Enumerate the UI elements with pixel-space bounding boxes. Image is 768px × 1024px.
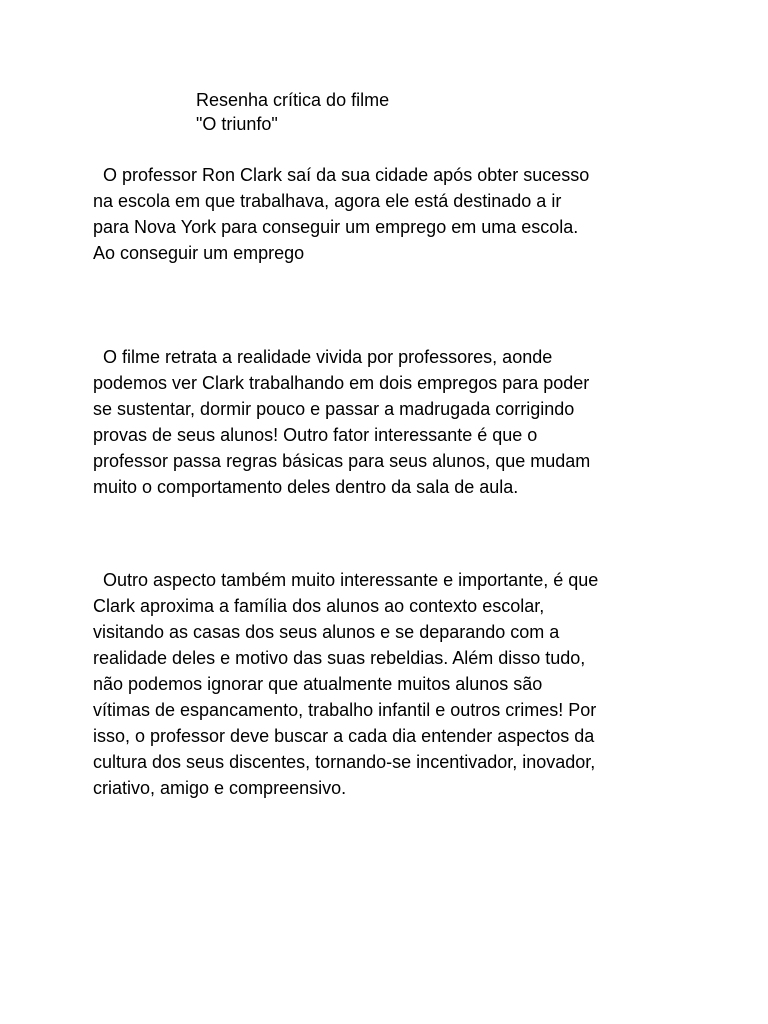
paragraph-line: O filme retrata a realidade vivida por professores, aonde	[93, 347, 553, 367]
paragraph-line: se sustentar, dormir pouco e passar a madrugada corrigindo	[93, 399, 575, 419]
paragraph-line: O professor Ron Clark saí da sua cidade após obter sucesso	[93, 165, 590, 185]
paragraph-3	[93, 567, 683, 801]
paragraph-line: não podemos ignorar que atualmente muitos alunos são	[93, 674, 543, 694]
paragraph-line: Clark aproxima a família dos alunos ao contexto escolar,	[93, 596, 545, 616]
paragraph-line: Ao conseguir um emprego	[93, 243, 305, 263]
paragraph-line: vítimas de espancamento, trabalho infantil e outros crimes! Por	[93, 700, 597, 720]
paragraph-line: isso, o professor deve buscar a cada dia entender aspectos da	[93, 726, 595, 746]
document-title	[196, 88, 389, 136]
paragraph-line: provas de seus alunos! Outro fator interessante é que o	[93, 425, 538, 445]
paragraph-line: visitando as casas dos seus alunos e se deparando com a	[93, 622, 560, 642]
title-line-2: "O triunfo"	[196, 114, 278, 134]
paragraph-line: muito o comportamento deles dentro da sala de aula.	[93, 477, 519, 497]
paragraph-2	[93, 344, 683, 500]
paragraph-1	[93, 162, 683, 266]
paragraph-line: na escola em que trabalhava, agora ele está destinado a ir	[93, 191, 562, 211]
paragraph-line: cultura dos seus discentes, tornando-se incentivador, inovador,	[93, 752, 596, 772]
paragraph-line: podemos ver Clark trabalhando em dois empregos para poder	[93, 373, 590, 393]
paragraph-line: Outro aspecto também muito interessante e importante, é que	[93, 570, 599, 590]
title-line-1: Resenha crítica do filme	[196, 90, 390, 110]
paragraph-line: professor passa regras básicas para seus alunos, que mudam	[93, 451, 591, 471]
paragraph-line: para Nova York para conseguir um emprego em uma escola.	[93, 217, 579, 237]
paragraph-line: criativo, amigo e compreensivo.	[93, 778, 347, 798]
paragraph-line: realidade deles e motivo das suas rebeldias. Além disso tudo,	[93, 648, 586, 668]
